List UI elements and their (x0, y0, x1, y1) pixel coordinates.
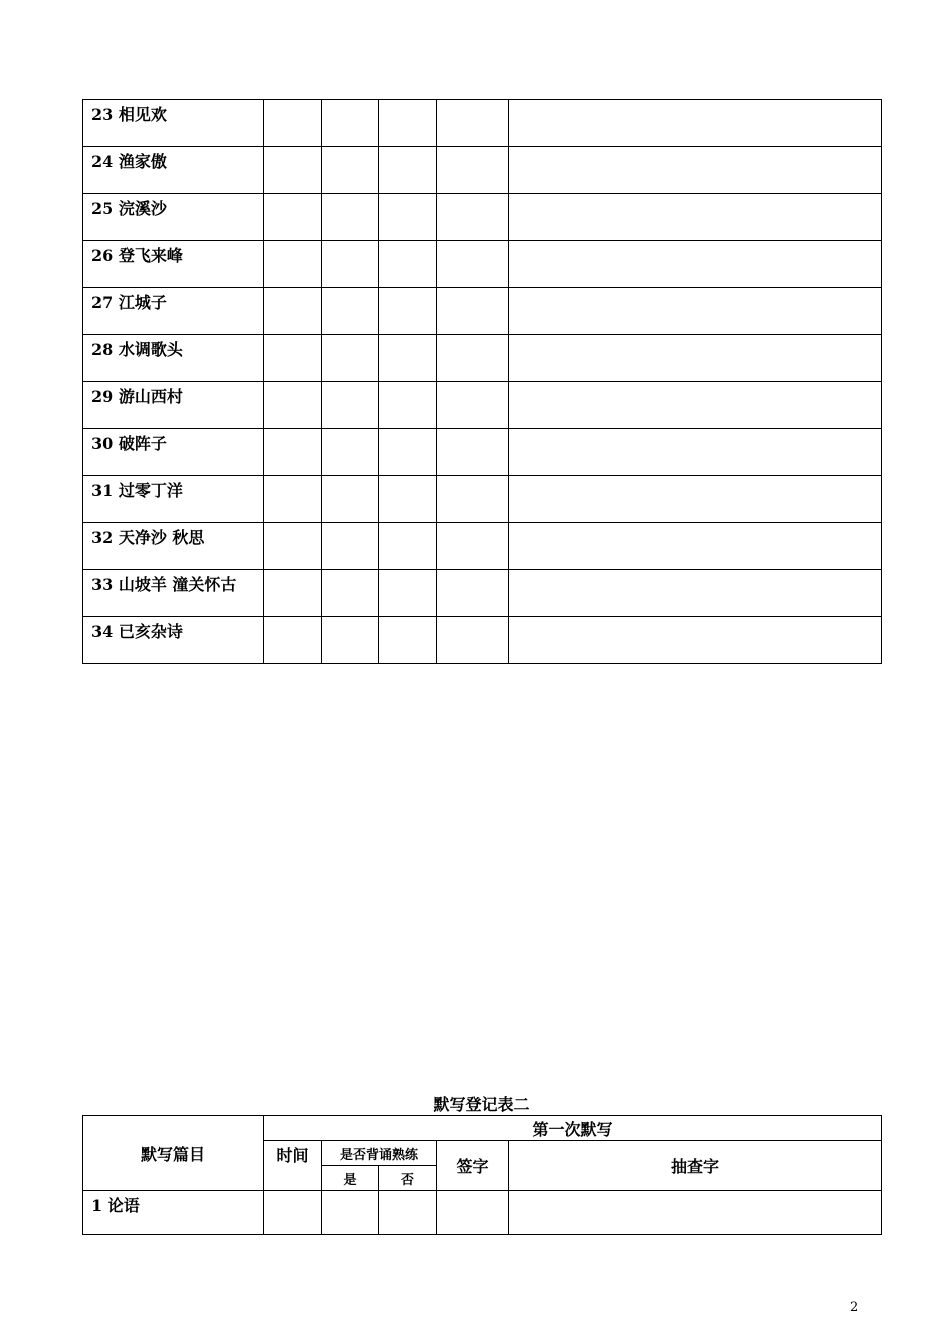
signature-cell[interactable] (437, 100, 509, 147)
header-time: 时间 (264, 1141, 322, 1191)
no-cell[interactable] (379, 147, 437, 194)
signature-cell[interactable] (437, 476, 509, 523)
table-row (83, 1191, 882, 1235)
signature-cell[interactable] (437, 617, 509, 664)
recitation-table-body (83, 100, 882, 664)
time-cell[interactable] (264, 382, 322, 429)
time-cell[interactable] (264, 523, 322, 570)
no-cell[interactable] (379, 382, 437, 429)
piece-title-cell: 31 过零丁洋 (83, 476, 264, 523)
yes-cell[interactable] (322, 523, 379, 570)
dictation-record-table-2 (82, 1115, 882, 1235)
dictation-table-body (83, 1116, 882, 1235)
time-cell[interactable] (264, 570, 322, 617)
time-cell[interactable] (264, 288, 322, 335)
yes-cell[interactable] (322, 476, 379, 523)
header-signature: 签字 (437, 1141, 509, 1191)
yes-cell[interactable] (322, 335, 379, 382)
header-spot-check: 抽查字 (509, 1141, 882, 1191)
header-piece: 默写篇目 (83, 1116, 264, 1191)
spot-check-cell[interactable] (509, 476, 882, 523)
recitation-record-table (82, 99, 882, 664)
signature-cell[interactable] (437, 194, 509, 241)
time-cell[interactable] (264, 100, 322, 147)
yes-cell[interactable] (322, 288, 379, 335)
header-row-1 (83, 1116, 882, 1141)
piece-title-cell: 34 已亥杂诗 (83, 617, 264, 664)
table-row (83, 100, 882, 147)
signature-cell[interactable] (437, 382, 509, 429)
no-cell[interactable] (379, 476, 437, 523)
signature-cell[interactable] (437, 429, 509, 476)
signature-cell[interactable] (437, 570, 509, 617)
table-row (83, 570, 882, 617)
no-cell[interactable] (379, 288, 437, 335)
time-cell[interactable] (264, 194, 322, 241)
table-row (83, 429, 882, 476)
yes-cell[interactable] (322, 570, 379, 617)
table-row (83, 476, 882, 523)
spot-check-cell[interactable] (509, 570, 882, 617)
no-cell[interactable] (379, 429, 437, 476)
piece-title-cell: 33 山坡羊 潼关怀古 (83, 570, 264, 617)
signature-cell[interactable] (437, 523, 509, 570)
yes-cell[interactable] (322, 147, 379, 194)
signature-cell[interactable] (437, 288, 509, 335)
table2-title: 默写登记表二 (433, 1095, 530, 1114)
yes-cell[interactable] (322, 194, 379, 241)
table-row (83, 617, 882, 664)
signature-cell[interactable] (437, 1191, 509, 1235)
yes-cell[interactable] (322, 241, 379, 288)
no-cell[interactable] (379, 194, 437, 241)
time-cell[interactable] (264, 241, 322, 288)
table-row (83, 335, 882, 382)
spot-check-cell[interactable] (509, 335, 882, 382)
piece-title-cell: 27 江城子 (83, 288, 264, 335)
table-row (83, 382, 882, 429)
yes-cell[interactable] (322, 382, 379, 429)
spot-check-cell[interactable] (509, 147, 882, 194)
yes-cell[interactable] (322, 100, 379, 147)
table-row (83, 241, 882, 288)
spot-check-cell[interactable] (509, 617, 882, 664)
yes-cell[interactable] (322, 1191, 379, 1235)
time-cell[interactable] (264, 1191, 322, 1235)
no-cell[interactable] (379, 617, 437, 664)
piece-title-cell: 25 浣溪沙 (83, 194, 264, 241)
spot-check-cell[interactable] (509, 523, 882, 570)
yes-cell[interactable] (322, 617, 379, 664)
no-cell[interactable] (379, 523, 437, 570)
signature-cell[interactable] (437, 147, 509, 194)
time-cell[interactable] (264, 147, 322, 194)
table-row (83, 147, 882, 194)
time-cell[interactable] (264, 617, 322, 664)
yes-cell[interactable] (322, 429, 379, 476)
piece-title-cell: 24 渔家傲 (83, 147, 264, 194)
spot-check-cell[interactable] (509, 194, 882, 241)
time-cell[interactable] (264, 429, 322, 476)
spot-check-cell[interactable] (509, 241, 882, 288)
spot-check-cell[interactable] (509, 429, 882, 476)
no-cell[interactable] (379, 241, 437, 288)
signature-cell[interactable] (437, 335, 509, 382)
signature-cell[interactable] (437, 241, 509, 288)
header-no: 否 (379, 1166, 437, 1191)
header-recite-fluent: 是否背诵熟练 (322, 1141, 437, 1166)
piece-title-cell: 29 游山西村 (83, 382, 264, 429)
spot-check-cell[interactable] (509, 1191, 882, 1235)
piece-title-cell: 1 论语 (83, 1191, 264, 1235)
piece-title-cell: 28 水调歌头 (83, 335, 264, 382)
spot-check-cell[interactable] (509, 382, 882, 429)
no-cell[interactable] (379, 1191, 437, 1235)
time-cell[interactable] (264, 335, 322, 382)
piece-title-cell: 32 天净沙 秋思 (83, 523, 264, 570)
table-row (83, 288, 882, 335)
header-yes: 是 (322, 1166, 379, 1191)
table-row (83, 194, 882, 241)
piece-title-cell: 30 破阵子 (83, 429, 264, 476)
time-cell[interactable] (264, 476, 322, 523)
header-first-dictation: 第一次默写 (264, 1116, 882, 1141)
no-cell[interactable] (379, 335, 437, 382)
piece-title-cell: 26 登飞来峰 (83, 241, 264, 288)
table-row (83, 523, 882, 570)
piece-title-cell: 23 相见欢 (83, 100, 264, 147)
no-cell[interactable] (379, 100, 437, 147)
page-number: 2 (850, 1300, 859, 1315)
spot-check-cell[interactable] (509, 288, 882, 335)
no-cell[interactable] (379, 570, 437, 617)
spot-check-cell[interactable] (509, 100, 882, 147)
